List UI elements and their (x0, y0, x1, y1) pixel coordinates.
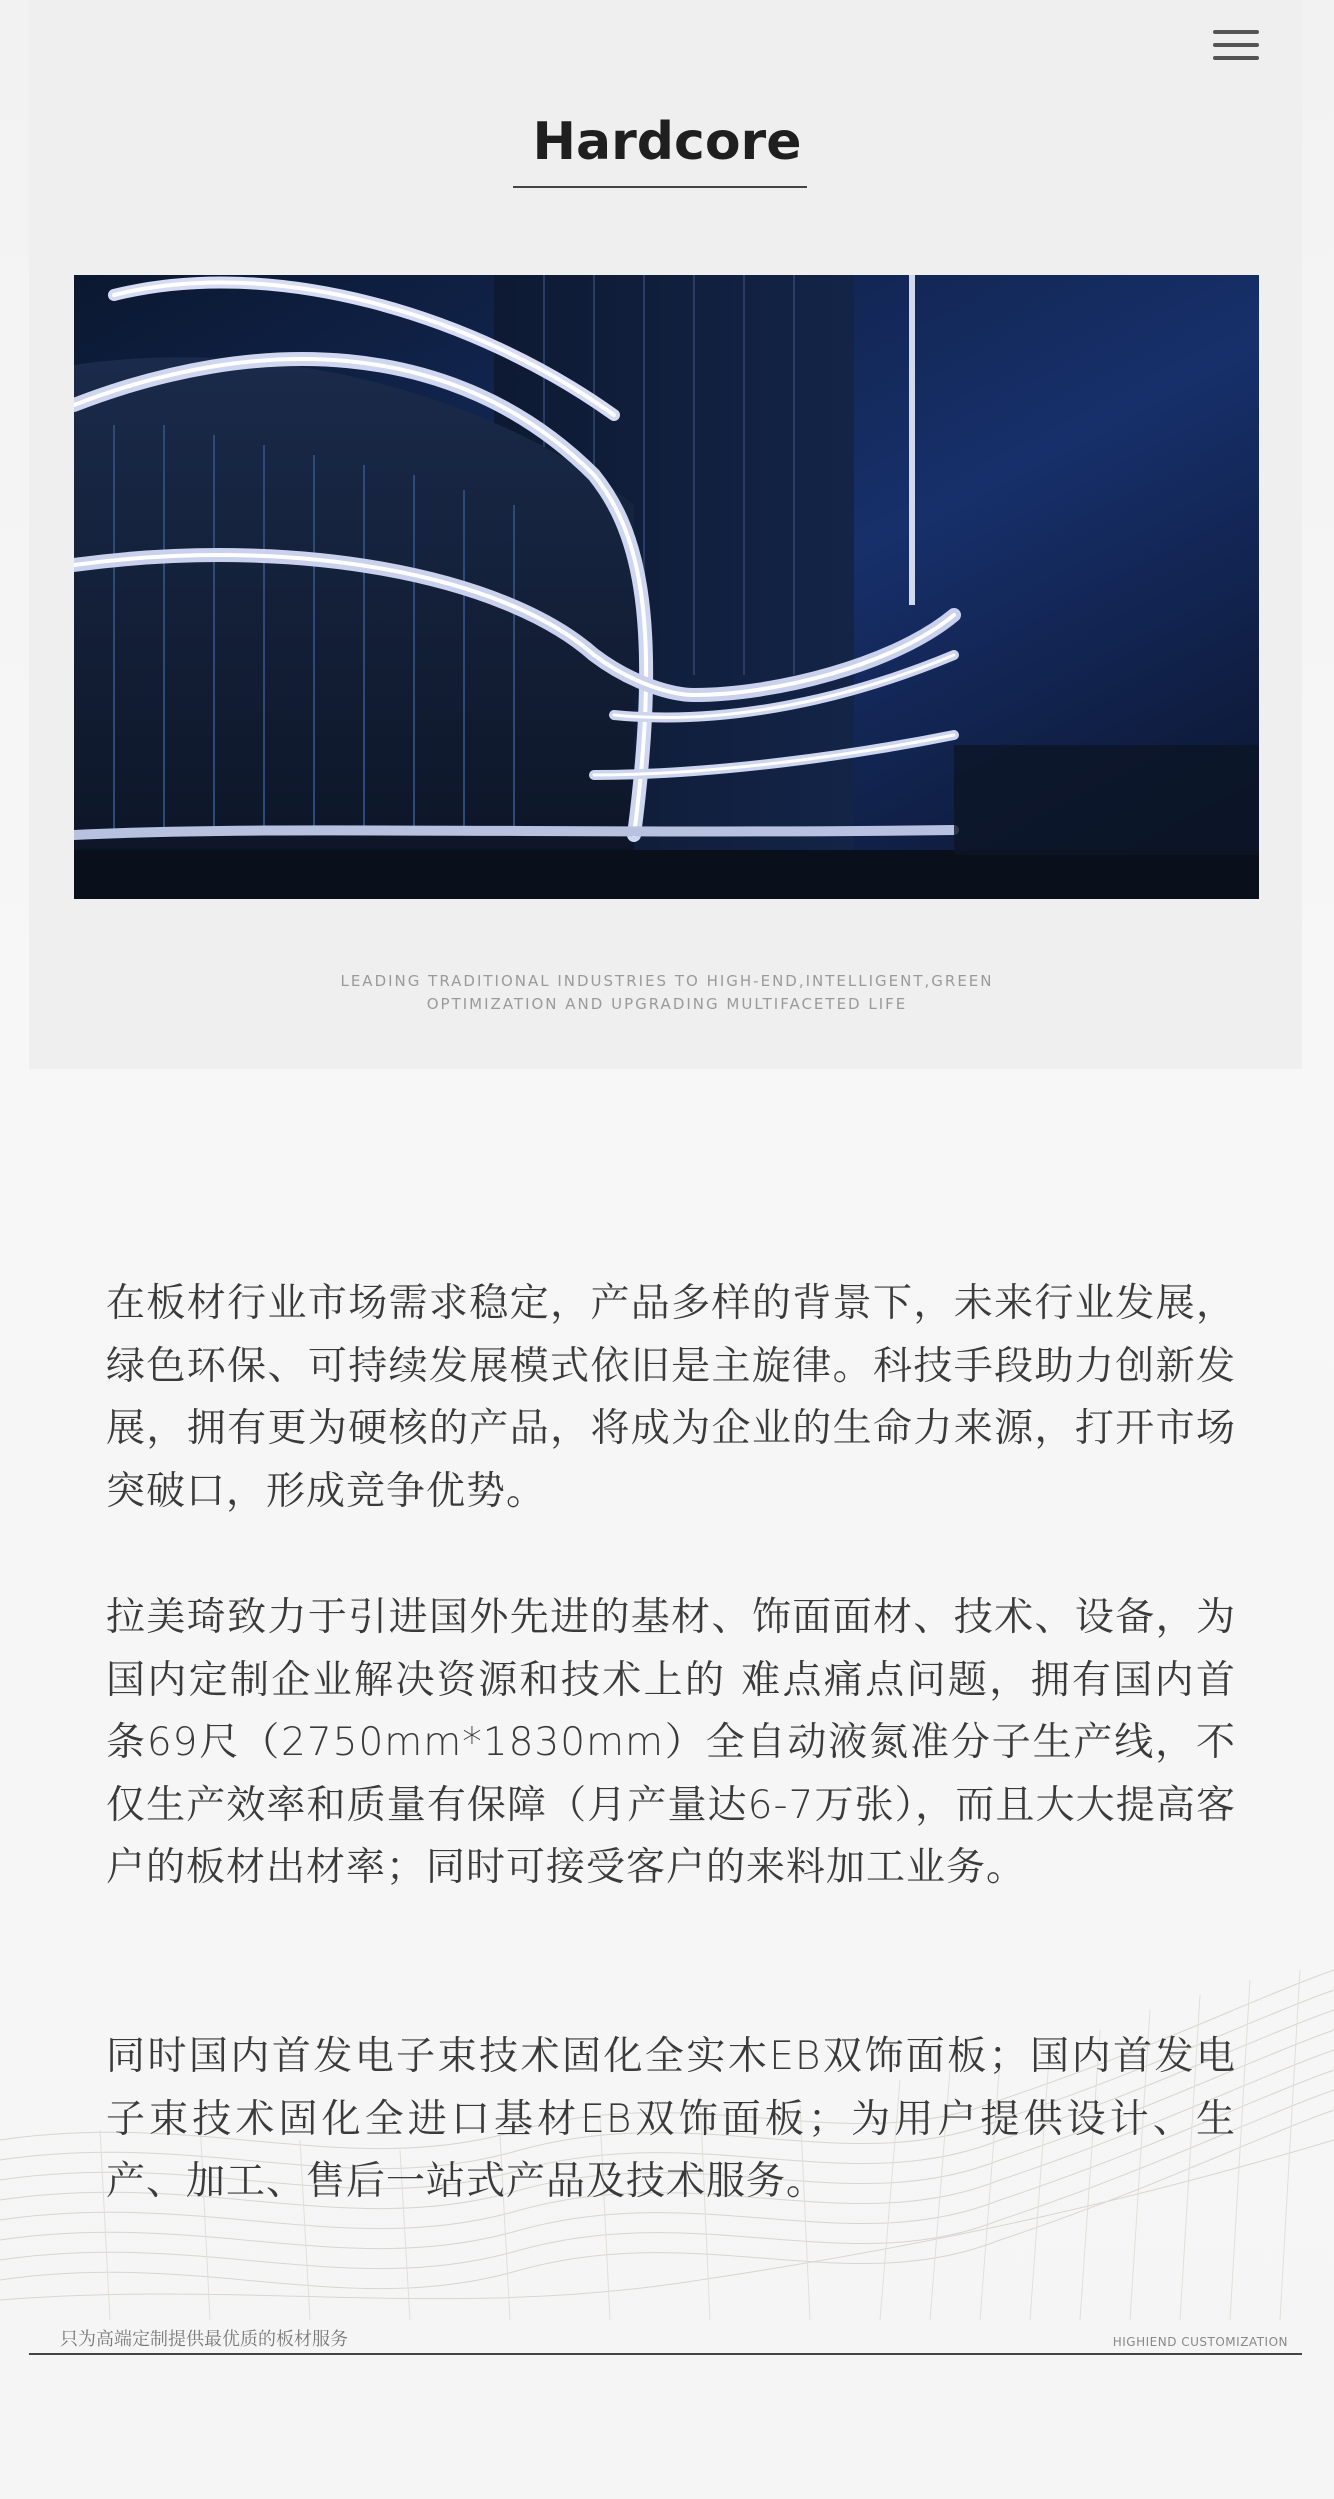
hero-image (74, 275, 1259, 899)
tagline-line-1: LEADING TRADITIONAL INDUSTRIES TO HIGH-END,INTELLIGENT,GREEN (340, 972, 994, 990)
hero-tagline (0, 970, 1334, 1016)
hamburger-menu-icon[interactable] (1213, 28, 1259, 62)
footer-brand-tag: HIGHIEND CUSTOMIZATION (1112, 2335, 1288, 2349)
paragraph-eb-panels: 同时国内首发电子束技术固化全实木EB双饰面板；国内首发电子束技术固化全进口基材EB双饰面板；为用户提供设计、生产、加工、售后一站式产品及技术服务。 (106, 2034, 1236, 2204)
paragraph-company-production: 拉美琦致力于引进国外先进的基材、饰面面材、技术、设备，为国内定制企业解决资源和技术上的 难点痛点问题，拥有国内首条69尺（2750mm*1830mm）全自动液氮准分子生产线，不仅生产效率和质量有保障（月产量达6-7万张），而且大大提高客户的板材出材率；同时可接受客户的来料加工业务。 (106, 1595, 1236, 1890)
footer-divider (29, 2353, 1302, 2355)
paragraph-industry-background: 在板材行业市场需求稳定，产品多样的背景下，未来行业发展，绿色环保、可持续发展模式依旧是主旋律。科技手段助力创新发展，拥有更为硬核的产品，将成为企业的生命力来源，打开市场突破口，形成竞争优势。 (106, 1281, 1236, 1514)
title-underline (513, 186, 807, 188)
tagline-line-2: OPTIMIZATION AND UPGRADING MULTIFACETED LIFE (426, 995, 908, 1013)
footer-slogan: 只为高端定制提供最优质的板材服务 (60, 2329, 348, 2350)
page-title: Hardcore (532, 112, 802, 172)
